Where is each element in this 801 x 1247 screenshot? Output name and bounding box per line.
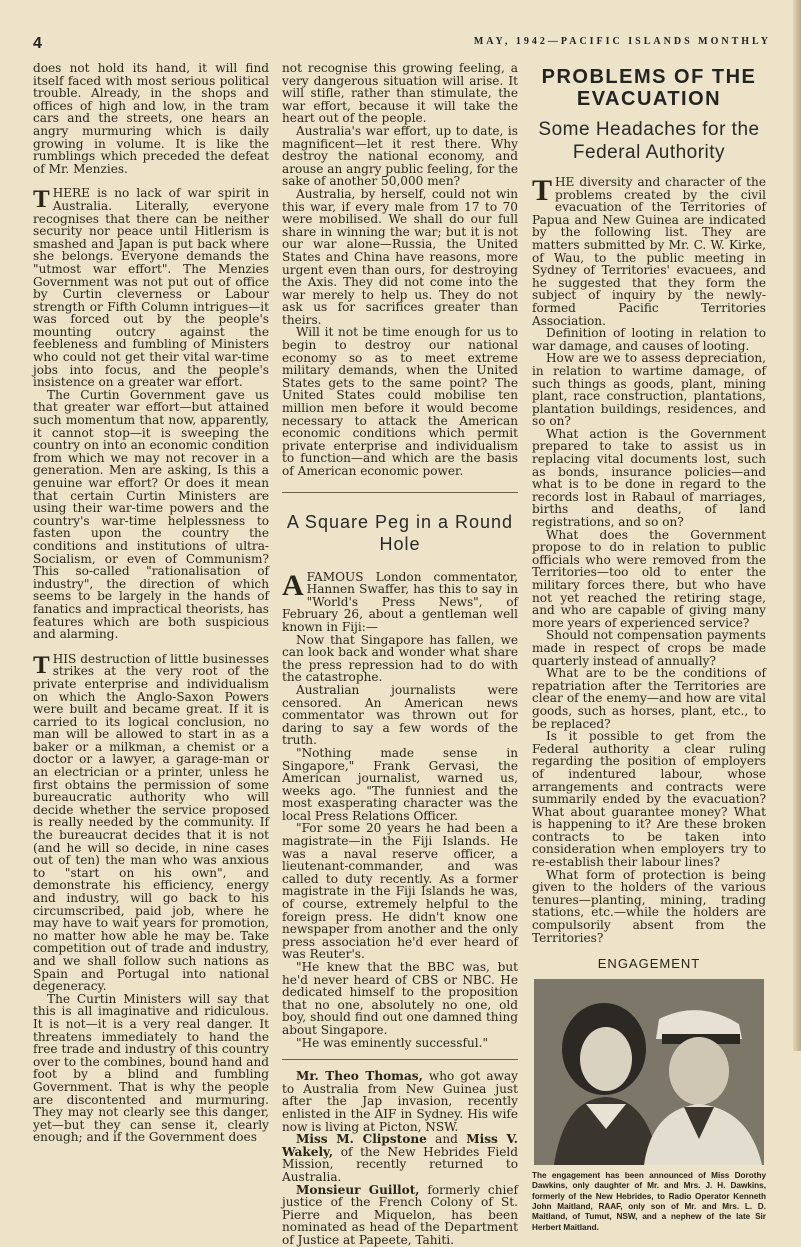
- note-name: Mr. Theo Thomas,: [296, 1069, 423, 1084]
- paragraph-text: HIS destruction of little businesses strikes at the very root of the private enterprise and individualism on which the Anglo-Saxon Powers were built and became great. If it is carried to its logical conclusion, no man will be allowed to start in as a baker or a milkman, a chemist or a doctor or a lawyer, a garage-man or an electrician or a printer, unless he first obtains the permission of some bureaucratic authority who will decide whether the service proposed is really needed by the community. If the bureaucrat decides that it is not (and he will so decide, in nine cases out of ten) the man who was anxious to "start on his own", and demonstrate his efficiency, energy and industry, will go back to his circumscribed, paid job, where he may have to wait years for promotion, no matter how able he may be. Take competition out of trade and industry, and we shall follow such nations as Spain and Portugal into national degeneracy.: [33, 651, 269, 994]
- drop-cap: A: [282, 568, 304, 602]
- paragraph: Should not compensation payments made in respect of crops be made quarterly instead of annually?: [532, 628, 766, 668]
- column-2: [282, 62, 518, 1246]
- paragraph: "For some 20 years he had been a magistrate—in the Fiji Islands. He was a naval reserve officer, a lieutenant-commander, and was called to duty recently. As a former magistrate in the Fiji Islands he was, of course, extremely helpful to the foreign press. He didn't know one newspaper from another and the only press association he'd ever heard of was Reuter's.: [282, 821, 518, 962]
- paragraph: Now that Singapore has fallen, we can look back and wonder what share the press repression had to do with the catastrophe.: [282, 632, 518, 685]
- photo-caption: The engagement has been announced of Miss Dorothy Dawkins, only daughter of Mr. and Mrs. J. H. Dawkins, formerly of the New Hebrides, to Radio Operator Kenneth John Maitland, RAAF, only son of Mr. and Mrs. L. D. Maitland, of Tumut, NSW, and a nephew of the late Sir Herbert Maitland.: [532, 1170, 766, 1232]
- page-number: 4: [33, 35, 42, 52]
- note-item: [282, 1070, 518, 1133]
- paragraph: Definition of looting in relation to war damage, and causes of looting.: [532, 326, 766, 353]
- paragraph: "He was eminently successful.": [296, 1035, 489, 1050]
- paragraph: [33, 187, 269, 389]
- engagement-heading: ENGAGEMENT: [597, 956, 701, 972]
- drop-cap: T: [33, 186, 50, 214]
- note-item: [282, 1133, 518, 1183]
- paragraph: Will it not be time enough for us to begin to destroy our national economy so as to meet extreme military demands, when the United States gets to the same point? The United States could mobilise ten million men before it would become necessary to attack the American economic conditions which permit private enterprise and individualism to function—and which are the basis of American economic power.: [282, 325, 518, 478]
- note-connector: and: [426, 1132, 467, 1147]
- paragraph: What does the Government propose to do in relation to public officials who were removed from the Territories—too old to enter the military forces there, but who have not yet reached the retiring stage, and who are capable of giving many more years of experienced service?: [532, 527, 766, 630]
- paragraph: [282, 568, 518, 634]
- paragraph: The Curtin Government gave us that greater war effort—but attained such momentum that now, apparently, it cannot stop—it is sweeping the country on into an economic condition from which we may not recover in a generation. Men are asking, Is this a genuine war effort? Or does it mean that certain Curtin Ministers are using their war-time powers and the country's war-time helplessness to fasten upon the country the conditions and institutions of ultra-Socialism, or even of Communism? This so-called "rationalisation of industry", the direction of which seems to be largely in the hands of fanatics and impractical theorists, has features which are both suspicious and alarming.: [33, 387, 269, 642]
- paragraph: Australian journalists were censored. An American news commentator was thrown out for daring to say a few words of the truth.: [282, 682, 518, 748]
- page-edge: [793, 0, 801, 1051]
- paragraph: [33, 653, 269, 993]
- paragraph: The Curtin Ministers will say that this is all imaginative and ridiculous. It is not—it is a very real danger. It threatens immediately to hand the free trade and industry of this country over to the combines, bound hand and foot by a blind and fumbling Government. That is why the people are discontented and murmuring. They may not clearly see this danger, yet—but they can sense it, clearly enough; and if the Government does: [33, 991, 269, 1145]
- article-title: PROBLEMS OF THE EVACUATION: [541, 66, 757, 110]
- engagement-photo: [534, 979, 764, 1165]
- paragraph-text: FAMOUS London commentator, Hannen Swaffer, has this to say in "World's Press News", of February 26, about a gentleman well known in Fiji:—: [282, 569, 518, 634]
- paragraph: not recognise this growing feeling, a very dangerous situation will arise. It will stifle, rather than stimulate, the war effort, because it will take the heart out of the people.: [282, 61, 518, 126]
- section-title: A Square Peg in a Round Hole: [286, 511, 514, 554]
- note-text: of the New Hebrides Field Mission, recently returned to Australia.: [282, 1144, 518, 1184]
- section-divider: [282, 492, 518, 493]
- note-name: Miss V. Wakely,: [282, 1132, 518, 1159]
- drop-cap: T: [33, 651, 50, 679]
- note-text: who got away to Australia from New Guinea just after the Jap invasion, recently enlisted in the AIF in Sydney. His wife now is living at Picton, NSW.: [282, 1069, 518, 1134]
- paragraph-text: HE diversity and character of the problems created by the civil evacuation of the Territories of Papua and New Guinea are indicated by the following list. They are matters submitted by Mr. C. W. Kirke, of Wau, to the public meeting in Sydney of Territories' evacuees, and he suggested that they form the subject of inquiry by the newly-formed Pacific Territories Association.: [532, 175, 766, 328]
- paragraph: [532, 176, 766, 327]
- paragraph: Australia, by herself, could not win this war, if every male from 17 to 70 were mobilised. We shall do our full share in winning the war; but it is not our war alone—Russia, the United States and China have reasons, more urgent even than ours, for destroying the Axis. They did not come into the war merely to help us. They do not ask us for sacrifices greater than theirs.: [282, 186, 518, 327]
- paragraph-text: HERE is no lack of war spirit in Australia. Literally, everyone recognises that there can be neither security nor peace until Hitlerism is smashed and Japan is put back where she belongs. Everyone demands the "utmost war effort". The Menzies Government was not put out of office by Curtin cleverness or Labour strength or Fifth Column intrigues—it was forced out by the people's mounting outcry against the feebleness and fumbling of Ministers who could not get their vital war-time jobs into focus, and the people's insistence on a greater war effort.: [33, 186, 269, 390]
- paragraph: does not hold its hand, it will find itself faced with most serious political trouble. Already, in the shops and offices of high and low, in the tram cars and the streets, one hears an angry murmuring which is daily growing in volume. It is like the rumblings which preceded the defeat of Mr. Menzies.: [33, 61, 269, 176]
- paragraph: What form of protection is being given to the holders of the various tenures—planting, mining, trading stations, etc.—while the holders are compulsorily absent from the Territories?: [532, 867, 766, 945]
- column-3: [532, 62, 766, 1233]
- paragraph: "Nothing made sense in Singapore," Frank Gervasi, the American journalist, warned us, weeks ago. "The funniest and the most exasperating character was the local Press Relations Officer.: [282, 745, 518, 823]
- paragraph: "He knew that the BBC was, but he'd never heard of CBS or NBC. He dedicated himself to the proposition that no one, absolutely no one, old boy, should find out one damned thing about Singapore.: [282, 960, 518, 1037]
- paragraph: Is it possible to get from the Federal authority a clear ruling regarding the position of employers of indentured labour, whose arrangements and contracts were summarily ended by the evacuation? What about guarantee money? What is happening to it? Are these broken contracts to be taken into consideration when employers try to re-establish their labour lines?: [532, 729, 766, 870]
- column-1: [33, 62, 269, 1144]
- drop-cap: T: [532, 174, 553, 207]
- paragraph: What action is the Government prepared to take to assist us in replacing vital documents lost, such as bonds, insurance policies—and what is to be done in regard to the records lost in Rabaul of marriages, births and deaths, of land registrations, and so on?: [532, 426, 766, 530]
- note-name: Miss M. Clipstone: [296, 1132, 427, 1147]
- paragraph: What are to be the conditions of repatriation after the Territories are clear of the enemy—and how are vital goods, such as horses, plant, etc., to be replaced?: [532, 666, 766, 731]
- paragraph: Australia's war effort, up to date, is magnificent—let it rest there. Why destroy the national economy, and arouse an angry public feeling, for the sake of another 50,000 men?: [282, 123, 518, 189]
- personal-notes: [282, 1070, 518, 1246]
- article-subtitle: Some Headaches for the Federal Authority: [538, 119, 760, 163]
- note-text: formerly chief justice of the French Colony of St. Pierre and Miquelon, has been nominated as head of the Department of Justice at Papeete, Tahiti.: [282, 1182, 518, 1247]
- paragraph: How are we to assess depreciation, in relation to wartime damage, of such things as goods, plant, mining plant, race construction, plantations, plantation buildings, residences, and so on?: [532, 351, 766, 429]
- note-item: [282, 1184, 518, 1247]
- running-title: MAY, 1942—PACIFIC ISLANDS MONTHLY: [473, 36, 771, 47]
- note-name: Monsieur Guillot,: [296, 1182, 420, 1197]
- section-divider: [282, 1059, 518, 1060]
